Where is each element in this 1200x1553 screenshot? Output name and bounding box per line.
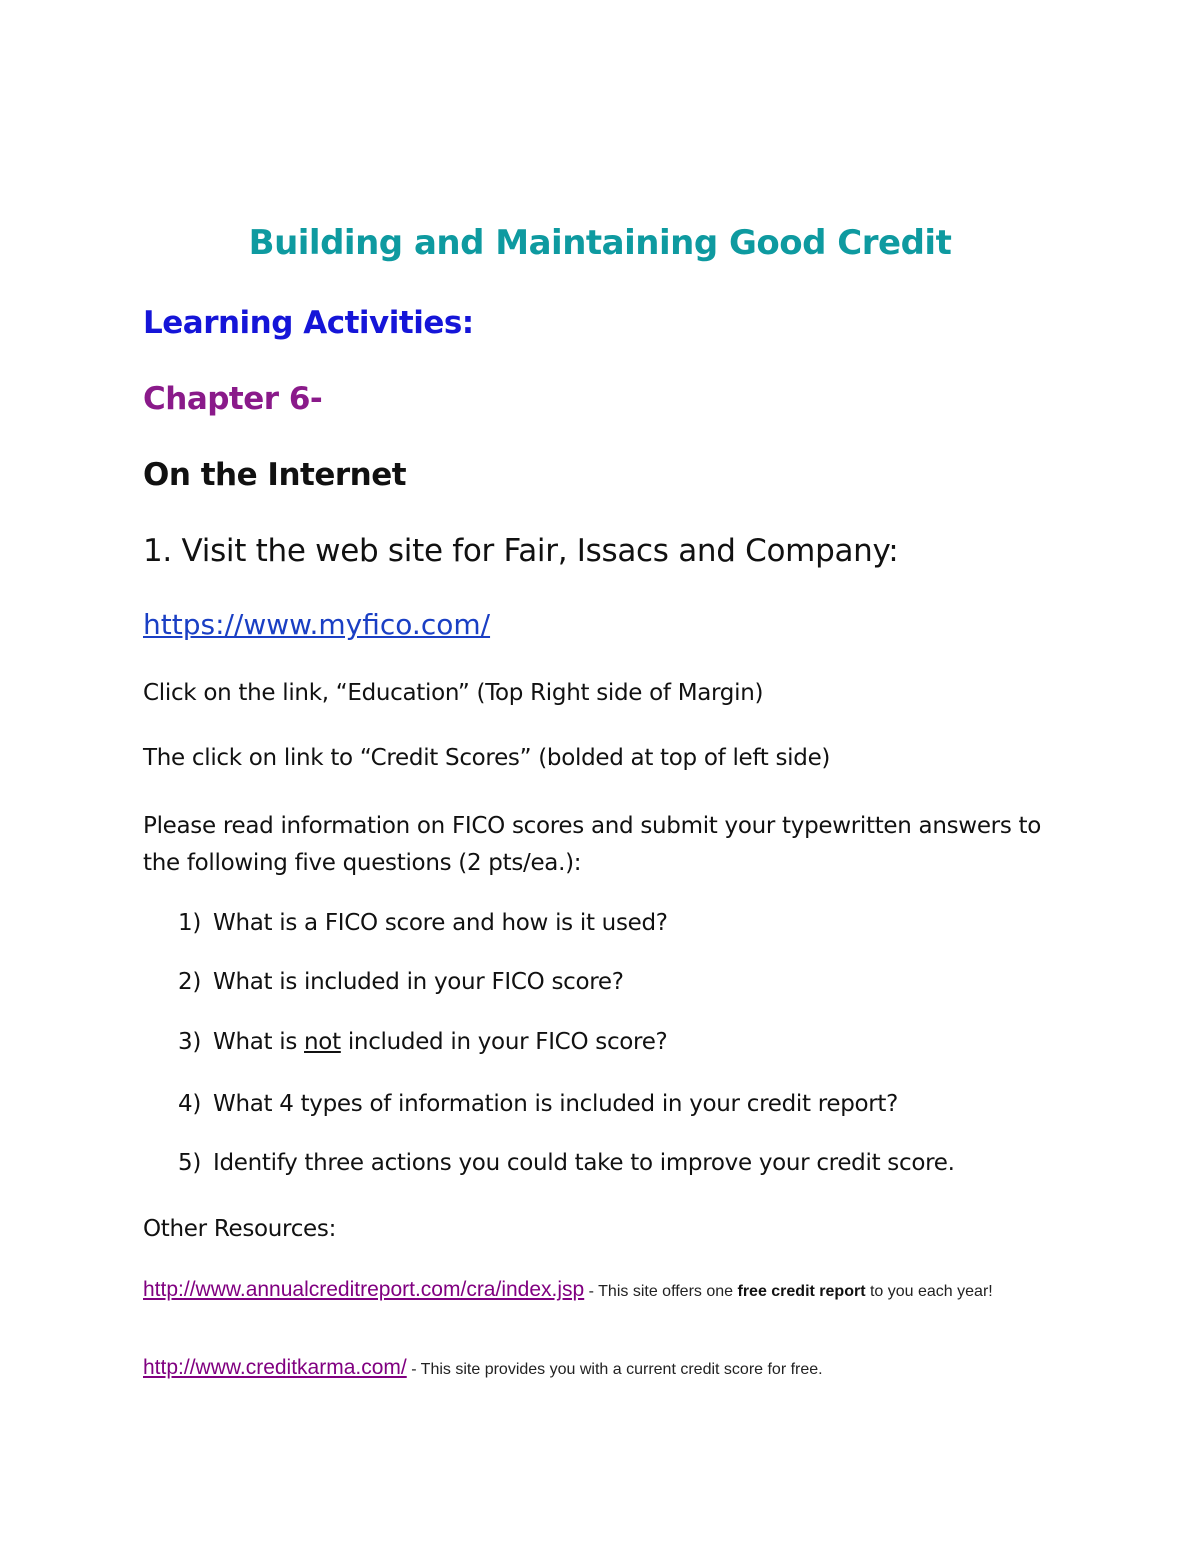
document-title: Building and Maintaining Good Credit — [248, 223, 952, 263]
learning-activities-heading: Learning Activities: — [143, 305, 474, 341]
annualcreditreport-link[interactable]: http://www.annualcreditreport.com/cra/index.jsp — [143, 1278, 585, 1301]
question-number: 5) — [178, 1150, 202, 1176]
question-number: 4) — [178, 1091, 202, 1117]
question-text: Identify three actions you could take to improve your credit score. — [213, 1150, 955, 1176]
question-item — [178, 1029, 667, 1055]
question-item — [178, 1150, 955, 1176]
resource-item — [143, 1356, 823, 1380]
resource-desc-post: to you each year! — [865, 1283, 993, 1300]
resource-desc-bold: free credit report — [737, 1283, 866, 1300]
resource-desc: - This site provides you with a current credit score for free. — [406, 1361, 823, 1378]
myfico-link[interactable]: https://www.myfico.com/ — [143, 608, 491, 641]
question-item — [178, 1091, 898, 1117]
creditkarma-link[interactable]: http://www.creditkarma.com/ — [143, 1356, 407, 1379]
step-1-text: 1. Visit the web site for Fair, Issacs and Company: — [143, 533, 899, 569]
resource-item — [143, 1277, 1043, 1304]
instruction-education: Click on the link, “Education” (Top Right side of Margin) — [143, 680, 764, 706]
question-text: What is included in your FICO score? — [213, 969, 624, 995]
question-text-post: included in your FICO score? — [340, 1029, 668, 1055]
instruction-questions: Please read information on FICO scores and submit your typewritten answers to the following five questions (2 pts/ea.): — [143, 813, 1042, 876]
other-resources-heading: Other Resources: — [143, 1216, 337, 1242]
question-number: 2) — [178, 969, 202, 995]
question-text: What is a FICO score and how is it used? — [213, 910, 668, 936]
question-text-pre: What is — [213, 1029, 305, 1055]
question-text: What 4 types of information is included in your credit report? — [213, 1091, 899, 1117]
instruction-credit-scores: The click on link to “Credit Scores” (bolded at top of left side) — [143, 745, 831, 771]
chapter-heading: Chapter 6- — [143, 381, 323, 417]
question-number: 3) — [178, 1029, 202, 1055]
question-number: 1) — [178, 910, 202, 936]
section-heading: On the Internet — [143, 457, 407, 493]
question-item — [178, 969, 624, 995]
resource-desc-pre: - This site offers one — [584, 1283, 738, 1300]
question-item — [178, 910, 668, 936]
question-text-underlined: not — [304, 1029, 341, 1055]
